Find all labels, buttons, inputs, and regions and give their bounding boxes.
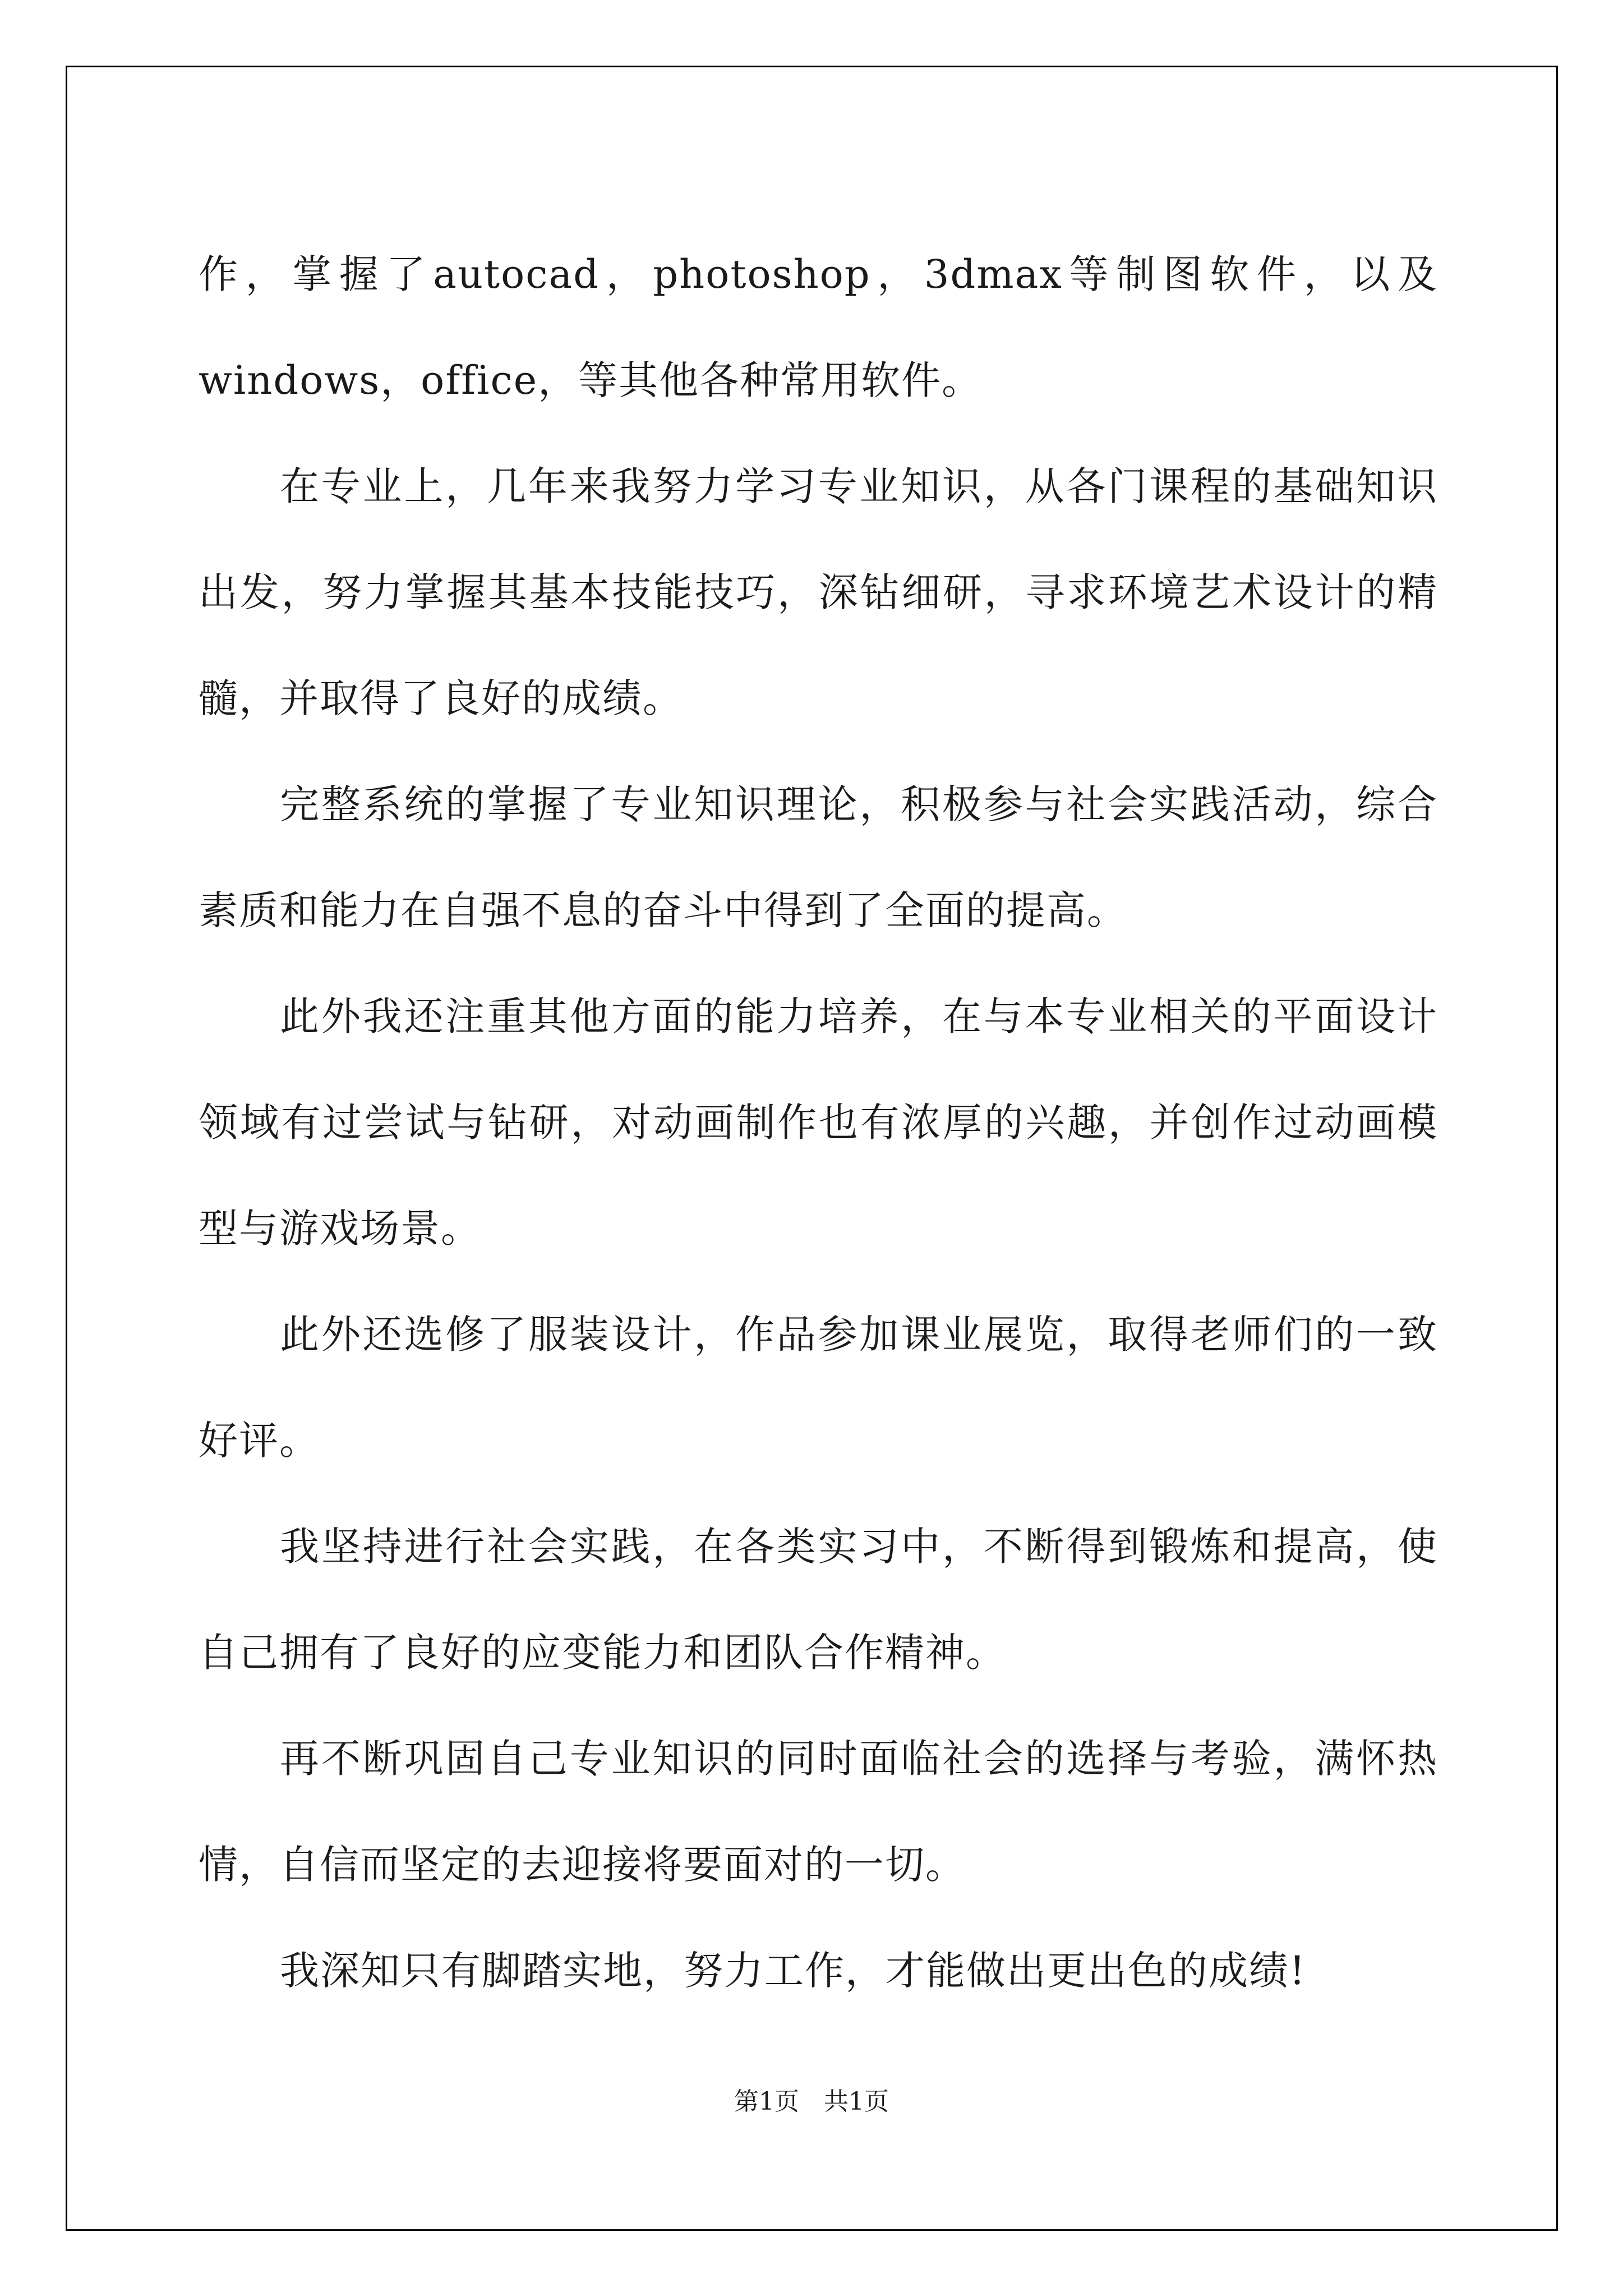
page-number: 第1页 [734, 2087, 799, 2116]
page-total: 共1页 [824, 2087, 889, 2116]
paragraph-2: 在专业上，几年来我努力学习专业知识，从各门课程的基础知识出发，努力掌握其基本技能技巧，深钻细研，寻求环境艺术设计的精髓，并取得了良好的成绩。 [199, 463, 1438, 721]
paragraph-7: 再不断巩固自己专业知识的同时面临社会的选择与考验，满怀热情，自信而坚定的去迎接将要面对的一切。 [199, 1736, 1438, 1888]
paragraph-3: 完整系统的掌握了专业知识理论，积极参与社会实践活动，综合素质和能力在自强不息的奋斗中得到了全面的提高。 [199, 781, 1438, 933]
paragraph-1: 作，掌握了autocad，photoshop，3dmax等制图软件，以及windows，office，等其他各种常用软件。 [199, 251, 1438, 403]
page-footer [0, 2081, 1623, 2117]
paragraph-5: 此外还选修了服装设计，作品参加课业展览，取得老师们的一致好评。 [199, 1312, 1438, 1464]
paragraph-6: 我坚持进行社会实践，在各类实习中，不断得到锻炼和提高，使自己拥有了良好的应变能力和团队合作精神。 [199, 1524, 1438, 1676]
paragraph-4: 此外我还注重其他方面的能力培养，在与本专业相关的平面设计领域有过尝试与钻研，对动画制作也有浓厚的兴趣，并创作过动画模型与游戏场景。 [199, 993, 1438, 1251]
paragraph-8: 我深知只有脚踏实地，努力工作，才能做出更出色的成绩! [280, 1948, 1307, 1994]
document-body [199, 222, 1438, 2024]
